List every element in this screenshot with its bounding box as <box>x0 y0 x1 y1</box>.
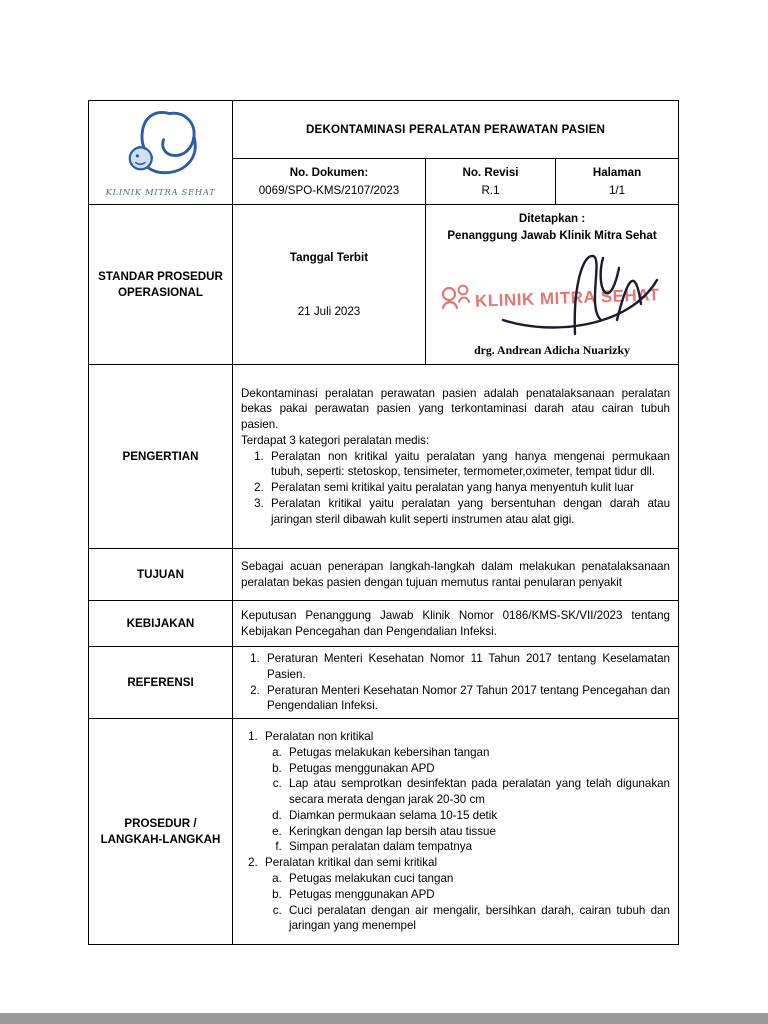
procedure-step <box>261 729 670 855</box>
baby-head <box>129 147 151 169</box>
section-content-prosedur <box>233 719 679 945</box>
revision-value: R.1 <box>481 183 500 197</box>
issue-date-value: 21 Juli 2023 <box>297 304 361 318</box>
sop-label: STANDAR PROSEDUR OPERASIONAL <box>98 269 223 299</box>
viewer-bottom-edge <box>0 1013 768 1024</box>
issue-date-label: Tanggal Terbit <box>289 250 369 264</box>
substep-list <box>265 871 670 934</box>
section-content-kebijakan: Keputusan Penanggung Jawab Klinik Nomor 0186/KMS-SK/VII/2023 tentang Kebijakan Pencegahan dan Pengendalian Infeksi. <box>233 601 679 647</box>
doc-number-cell <box>233 159 426 205</box>
referensi-list <box>241 651 670 714</box>
page-number-label: Halaman <box>592 165 642 179</box>
signature-stamp-area <box>434 246 670 342</box>
list-item: c. Lap atau semprotkan desinfektan pada peralatan yang telah digunakan secara merata dengan jarak 20-30 cm <box>285 776 670 808</box>
substep-list <box>265 745 670 855</box>
section-label-pengertian: PENGERTIAN <box>89 365 233 549</box>
list-item: 3. Peralatan kritikal yaitu peralatan yang bersentuhan dengan darah atau jaringan steril dibawah kulit seperti instrumen atau alat gigi. <box>267 496 670 528</box>
doc-number-label: No. Dokumen: <box>289 165 369 179</box>
list-item: f. Simpan peralatan dalam tempatnya <box>285 839 670 855</box>
doc-number-value: 0069/SPO-KMS/2107/2023 <box>258 183 400 197</box>
prosedur-list <box>241 729 670 934</box>
section-label-referensi: REFERENSI <box>89 647 233 719</box>
approved-role: Penanggung Jawab Klinik Mitra Sehat <box>447 228 657 242</box>
procedure-step-title: Peralatan kritikal dan semi kritikal <box>265 856 438 870</box>
list-item: e. Keringkan dengan lap bersih atau tissue <box>285 824 670 840</box>
pengertian-list <box>241 449 670 528</box>
list-item: 1. Peralatan non kritikal yaitu peralatan yang hanya mengenai permukaan tubuh, seperti: stetoskop, tensimeter, termometer,oximeter, tempat tidur dll. <box>267 449 670 481</box>
approved-label: Ditetapkan : <box>518 212 586 226</box>
list-item: a. Petugas melakukan cuci tangan <box>285 871 670 887</box>
logo-caption: KLINIK MITRA SEHAT <box>105 187 216 198</box>
section-content-tujuan: Sebagai acuan penerapan langkah-langkah dalam melakukan penatalaksanaan peralatan bekas pasien dengan tujuan memutus rantai penularan penyakit <box>233 549 679 601</box>
clinic-logo-cell <box>89 101 233 205</box>
pengertian-intro: Dekontaminasi peralatan perawatan pasien adalah penatalaksanaan peralatan bekas pakai perawatan pasien yang terkontaminasi darah atau cairan tubuh pasien. <box>241 386 671 432</box>
page-number-cell <box>556 159 679 205</box>
approval-cell <box>426 205 679 365</box>
stamp-and-signature <box>433 246 671 342</box>
list-item: 2. Peraturan Menteri Kesehatan Nomor 27 Tahun 2017 tentang Pencegahan dan Pengendalian Infeksi. <box>263 683 670 715</box>
list-item: d. Diamkan permukaan selama 10-15 detik <box>285 808 670 824</box>
section-label-tujuan: TUJUAN <box>89 549 233 601</box>
list-item: 2. Peralatan semi kritikal yaitu peralatan yang hanya menyentuh kulit luar <box>267 480 670 496</box>
section-label-prosedur: PROSEDUR / LANGKAH-LANGKAH <box>89 719 233 945</box>
list-item: 1. Peraturan Menteri Kesehatan Nomor 11 Tahun 2017 tentang Keselamatan Pasien. <box>263 651 670 683</box>
pengertian-list-intro: Terdapat 3 kategori peralatan medis: <box>241 433 430 447</box>
section-label-kebijakan: KEBIJAKAN <box>89 601 233 647</box>
revision-cell <box>426 159 556 205</box>
document-title-cell <box>233 101 679 159</box>
signer-name: drg. Andrean Adicha Nuarizky <box>474 342 630 357</box>
section-content-pengertian <box>233 365 679 549</box>
procedure-step-title: Peralatan non kritikal <box>265 730 374 744</box>
list-item: c. Cuci peralatan dengan air mengalir, bersihkan darah, cairan tubuh dan jaringan yang menempel <box>285 903 670 935</box>
stamp-text: KLINIK MITRA SEHAT <box>474 285 660 311</box>
sop-label-cell <box>89 205 233 365</box>
page-number-value: 1/1 <box>608 183 626 197</box>
list-item: b. Petugas menggunakan APD <box>285 887 670 903</box>
document-title: DEKONTAMINASI PERALATAN PERAWATAN PASIEN <box>305 122 606 136</box>
issue-date-cell <box>233 205 426 365</box>
list-item: b. Petugas menggunakan APD <box>285 761 670 777</box>
revision-label: No. Revisi <box>462 165 519 179</box>
section-content-referensi <box>233 647 679 719</box>
sop-document-table <box>88 100 679 945</box>
clinic-logo <box>109 106 213 182</box>
procedure-step <box>261 855 670 934</box>
list-item: a. Petugas melakukan kebersihan tangan <box>285 745 670 761</box>
